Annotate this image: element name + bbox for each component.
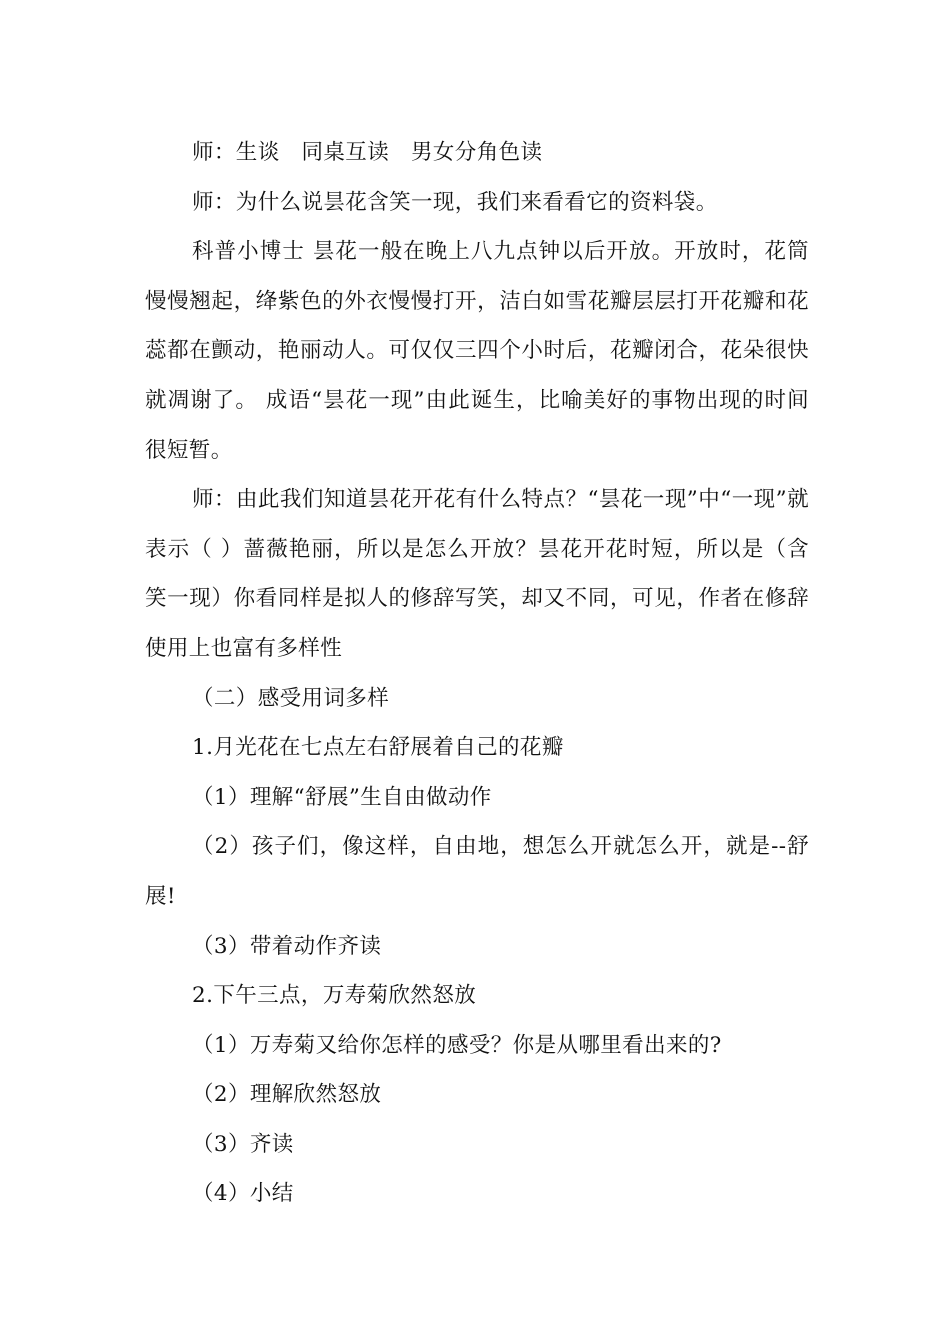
paragraph-teacher-student-talk: 师：生谈 同桌互读 男女分角色读 <box>192 140 543 165</box>
paragraph-teacher-analysis: 师：由此我们知道昙花开花有什么特点？“昙花一现”中“一现”就表示（ ）蔷薇艳丽，所以是怎么开放？昙花开花时短，所以是（含笑一现）你看同样是拟人的修辞写笑，却又不同，可见，作者在修辞使用上也富有多样性 <box>145 487 809 661</box>
paragraph-science-info: 科普小博士 昙花一般在晚上八九点钟以后开放。开放时，花筒慢慢翘起，绛紫色的外衣慢慢打开，洁白如雪花瓣层层打开花瓣和花蕊都在颤动，艳丽动人。可仅仅三四个小时后，花瓣闭合，花朵很快就凋谢了。 成语“昙花一现”由此诞生，比喻美好的事物出现的时间很短暂。 <box>145 239 809 463</box>
list-item-read-together: （3）齐读 <box>192 1131 294 1157</box>
list-item-marigold: 2.下午三点，万寿菊欣然怒放 <box>192 983 477 1009</box>
document-body <box>145 128 809 1219</box>
list-item-marigold-feeling: （1）万寿菊又给你怎样的感受？你是从哪里看出来的? <box>192 1032 722 1058</box>
list-item-read-with-actions: （3）带着动作齐读 <box>192 933 382 959</box>
list-item-moonflower: 1.月光花在七点左右舒展着自己的花瓣 <box>192 735 564 761</box>
list-item-understand-bloom: （2）理解欣然怒放 <box>192 1082 382 1108</box>
section-heading-word-variety: （二）感受用词多样 <box>192 685 390 711</box>
paragraph-teacher-question: 师：为什么说昙花含笑一现，我们来看看它的资料袋。 <box>192 189 718 215</box>
list-item-understand-stretch: （1）理解“舒展”生自由做动作 <box>192 784 492 810</box>
list-item-summary: （4）小结 <box>192 1181 294 1207</box>
list-item-children-stretch: （2）孩子们，像这样，自由地，想怎么开就怎么开，就是--舒展! <box>145 834 809 909</box>
